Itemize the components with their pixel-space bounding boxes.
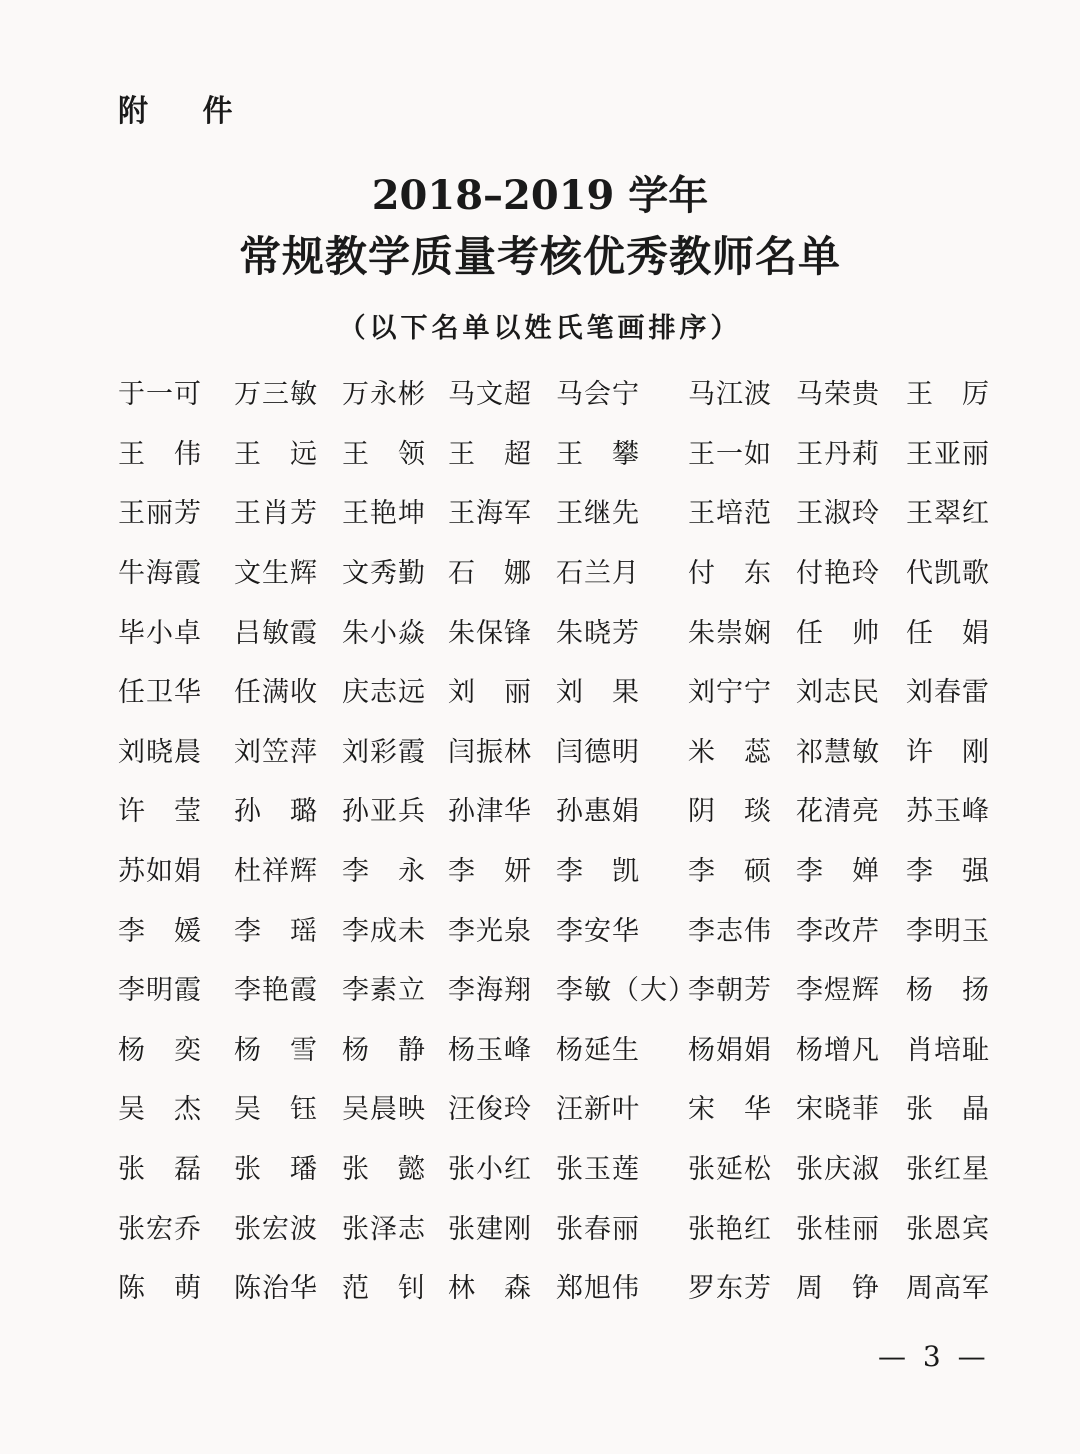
teacher-name: 许 莹 bbox=[118, 796, 202, 828]
teacher-name: 任满收 bbox=[234, 677, 318, 709]
teacher-name: 许 刚 bbox=[906, 736, 990, 768]
teacher-name: 李 凯 bbox=[556, 856, 640, 888]
teacher-name: 王丽芳 bbox=[118, 498, 202, 530]
teacher-name: 于一可 bbox=[118, 379, 202, 411]
teacher-name: 李海翔 bbox=[448, 975, 532, 1007]
teacher-name: 李改芹 bbox=[796, 915, 880, 947]
teacher-name: 王 领 bbox=[342, 438, 426, 470]
sort-note: （以下名单以姓氏笔画排序） bbox=[338, 313, 742, 344]
teacher-name: 宋 华 bbox=[688, 1094, 772, 1126]
teacher-name: 苏如娟 bbox=[118, 856, 202, 888]
teacher-name-list bbox=[118, 362, 1018, 1316]
teacher-name: 张宏乔 bbox=[118, 1213, 202, 1245]
teacher-name: 任卫华 bbox=[118, 677, 202, 709]
teacher-name: 张 磊 bbox=[118, 1154, 202, 1186]
teacher-name: 张 璠 bbox=[234, 1154, 318, 1186]
teacher-name: 王亚丽 bbox=[906, 438, 990, 470]
teacher-name: 杨玉峰 bbox=[448, 1034, 532, 1066]
teacher-name: 庆志远 bbox=[342, 677, 426, 709]
teacher-name: 吕敏霞 bbox=[234, 617, 318, 649]
teacher-name: 李煜辉 bbox=[796, 975, 880, 1007]
teacher-name: 郑旭伟 bbox=[556, 1273, 640, 1305]
title-year: 2018–2019 学年 bbox=[371, 172, 709, 219]
teacher-name: 文生辉 bbox=[234, 558, 318, 590]
teacher-name: 任 帅 bbox=[796, 617, 880, 649]
teacher-name: 祁慧敏 bbox=[796, 736, 880, 768]
teacher-name: 文秀勤 bbox=[342, 558, 426, 590]
teacher-name: 王艳坤 bbox=[342, 498, 426, 530]
teacher-name: 李 硕 bbox=[688, 856, 772, 888]
teacher-name: 孙津华 bbox=[448, 796, 532, 828]
teacher-name: 王 伟 bbox=[118, 438, 202, 470]
teacher-name: 朱崇娴 bbox=[688, 617, 772, 649]
teacher-name: 李朝芳 bbox=[688, 975, 772, 1007]
teacher-name: 马文超 bbox=[448, 379, 532, 411]
teacher-name: 刘晓晨 bbox=[118, 736, 202, 768]
teacher-name: 杜祥辉 bbox=[234, 856, 318, 888]
teacher-name: 王 攀 bbox=[556, 438, 640, 470]
teacher-name: 王培范 bbox=[688, 498, 772, 530]
teacher-name: 王海军 bbox=[448, 498, 532, 530]
teacher-name: 刘宁宁 bbox=[688, 677, 772, 709]
teacher-name: 张 晶 bbox=[906, 1094, 990, 1126]
teacher-name: 刘 果 bbox=[556, 677, 640, 709]
teacher-name: 吴 杰 bbox=[118, 1094, 202, 1126]
teacher-name: 杨娟娟 bbox=[688, 1034, 772, 1066]
teacher-name: 马荣贵 bbox=[796, 379, 880, 411]
teacher-name: 王一如 bbox=[688, 438, 772, 470]
teacher-name: 张恩宾 bbox=[906, 1213, 990, 1245]
teacher-name: 张红星 bbox=[906, 1154, 990, 1186]
teacher-name: 汪俊玲 bbox=[448, 1094, 532, 1126]
teacher-name: 张 懿 bbox=[342, 1154, 426, 1186]
teacher-name: 花清亮 bbox=[796, 796, 880, 828]
teacher-name: 牛海霞 bbox=[118, 558, 202, 590]
teacher-name: 范 钊 bbox=[342, 1273, 426, 1305]
teacher-name: 杨 静 bbox=[342, 1034, 426, 1066]
teacher-name: 任 娟 bbox=[906, 617, 990, 649]
teacher-name: 李 媛 bbox=[118, 915, 202, 947]
teacher-name: 陈治华 bbox=[234, 1273, 318, 1305]
teacher-name: 周高军 bbox=[906, 1273, 990, 1305]
teacher-name: 张桂丽 bbox=[796, 1213, 880, 1245]
teacher-name: 王继先 bbox=[556, 498, 640, 530]
teacher-name: 李素立 bbox=[342, 975, 426, 1007]
teacher-name: 王 厉 bbox=[906, 379, 990, 411]
teacher-name: 王翠红 bbox=[906, 498, 990, 530]
teacher-name: 李 强 bbox=[906, 856, 990, 888]
teacher-name: 孙惠娟 bbox=[556, 796, 640, 828]
teacher-name: 李敏（大） bbox=[556, 975, 696, 1007]
teacher-name: 陈 萌 bbox=[118, 1273, 202, 1305]
teacher-name: 李 瑶 bbox=[234, 915, 318, 947]
teacher-name: 孙 璐 bbox=[234, 796, 318, 828]
teacher-name: 李安华 bbox=[556, 915, 640, 947]
teacher-name: 张小红 bbox=[448, 1154, 532, 1186]
teacher-name: 杨延生 bbox=[556, 1034, 640, 1066]
teacher-name: 周 铮 bbox=[796, 1273, 880, 1305]
teacher-name: 杨增凡 bbox=[796, 1034, 880, 1066]
teacher-name: 张艳红 bbox=[688, 1213, 772, 1245]
teacher-name: 林 森 bbox=[448, 1273, 532, 1305]
teacher-name: 王丹莉 bbox=[796, 438, 880, 470]
teacher-name: 马江波 bbox=[688, 379, 772, 411]
teacher-name: 苏玉峰 bbox=[906, 796, 990, 828]
teacher-name: 张玉莲 bbox=[556, 1154, 640, 1186]
teacher-name: 刘笠萍 bbox=[234, 736, 318, 768]
attachment-label: 附 件 bbox=[118, 94, 255, 129]
teacher-name: 宋晓菲 bbox=[796, 1094, 880, 1126]
teacher-name: 李艳霞 bbox=[234, 975, 318, 1007]
teacher-name: 付艳玲 bbox=[796, 558, 880, 590]
teacher-name: 万永彬 bbox=[342, 379, 426, 411]
teacher-name: 王淑玲 bbox=[796, 498, 880, 530]
teacher-name: 张宏波 bbox=[234, 1213, 318, 1245]
teacher-name: 石兰月 bbox=[556, 558, 640, 590]
teacher-name: 杨 扬 bbox=[906, 975, 990, 1007]
teacher-name: 张庆淑 bbox=[796, 1154, 880, 1186]
teacher-name: 张建刚 bbox=[448, 1213, 532, 1245]
teacher-name: 朱晓芳 bbox=[556, 617, 640, 649]
teacher-name: 阴 琰 bbox=[688, 796, 772, 828]
teacher-name: 王 远 bbox=[234, 438, 318, 470]
teacher-name: 张泽志 bbox=[342, 1213, 426, 1245]
teacher-name: 杨 奕 bbox=[118, 1034, 202, 1066]
teacher-name: 李光泉 bbox=[448, 915, 532, 947]
teacher-name: 闫德明 bbox=[556, 736, 640, 768]
teacher-name: 李志伟 bbox=[688, 915, 772, 947]
teacher-name: 石 娜 bbox=[448, 558, 532, 590]
teacher-name: 吴 钰 bbox=[234, 1094, 318, 1126]
teacher-name: 李 婵 bbox=[796, 856, 880, 888]
teacher-name: 朱小焱 bbox=[342, 617, 426, 649]
teacher-name: 杨 雪 bbox=[234, 1034, 318, 1066]
teacher-name: 李 妍 bbox=[448, 856, 532, 888]
teacher-name: 代凯歌 bbox=[906, 558, 990, 590]
teacher-name: 肖培耻 bbox=[906, 1034, 990, 1066]
teacher-name: 孙亚兵 bbox=[342, 796, 426, 828]
teacher-name: 闫振林 bbox=[448, 736, 532, 768]
teacher-name: 马会宁 bbox=[556, 379, 640, 411]
teacher-name: 刘志民 bbox=[796, 677, 880, 709]
teacher-name: 张延松 bbox=[688, 1154, 772, 1186]
teacher-name: 李明霞 bbox=[118, 975, 202, 1007]
teacher-name: 毕小卓 bbox=[118, 617, 202, 649]
teacher-name: 李明玉 bbox=[906, 915, 990, 947]
teacher-name: 刘彩霞 bbox=[342, 736, 426, 768]
teacher-name: 刘春雷 bbox=[906, 677, 990, 709]
teacher-name: 米 蕊 bbox=[688, 736, 772, 768]
teacher-name: 吴晨映 bbox=[342, 1094, 426, 1126]
teacher-name: 付 东 bbox=[688, 558, 772, 590]
page-number: — 3 — bbox=[878, 1340, 990, 1373]
teacher-name: 王肖芳 bbox=[234, 498, 318, 530]
teacher-name: 朱保锋 bbox=[448, 617, 532, 649]
teacher-name: 王 超 bbox=[448, 438, 532, 470]
teacher-name: 刘 丽 bbox=[448, 677, 532, 709]
teacher-name: 罗东芳 bbox=[688, 1273, 772, 1305]
teacher-name: 李成未 bbox=[342, 915, 426, 947]
teacher-name: 万三敏 bbox=[234, 379, 318, 411]
teacher-name: 张春丽 bbox=[556, 1213, 640, 1245]
teacher-name: 汪新叶 bbox=[556, 1094, 640, 1126]
teacher-name: 李 永 bbox=[342, 856, 426, 888]
page-title: 常规教学质量考核优秀教师名单 bbox=[238, 232, 841, 281]
